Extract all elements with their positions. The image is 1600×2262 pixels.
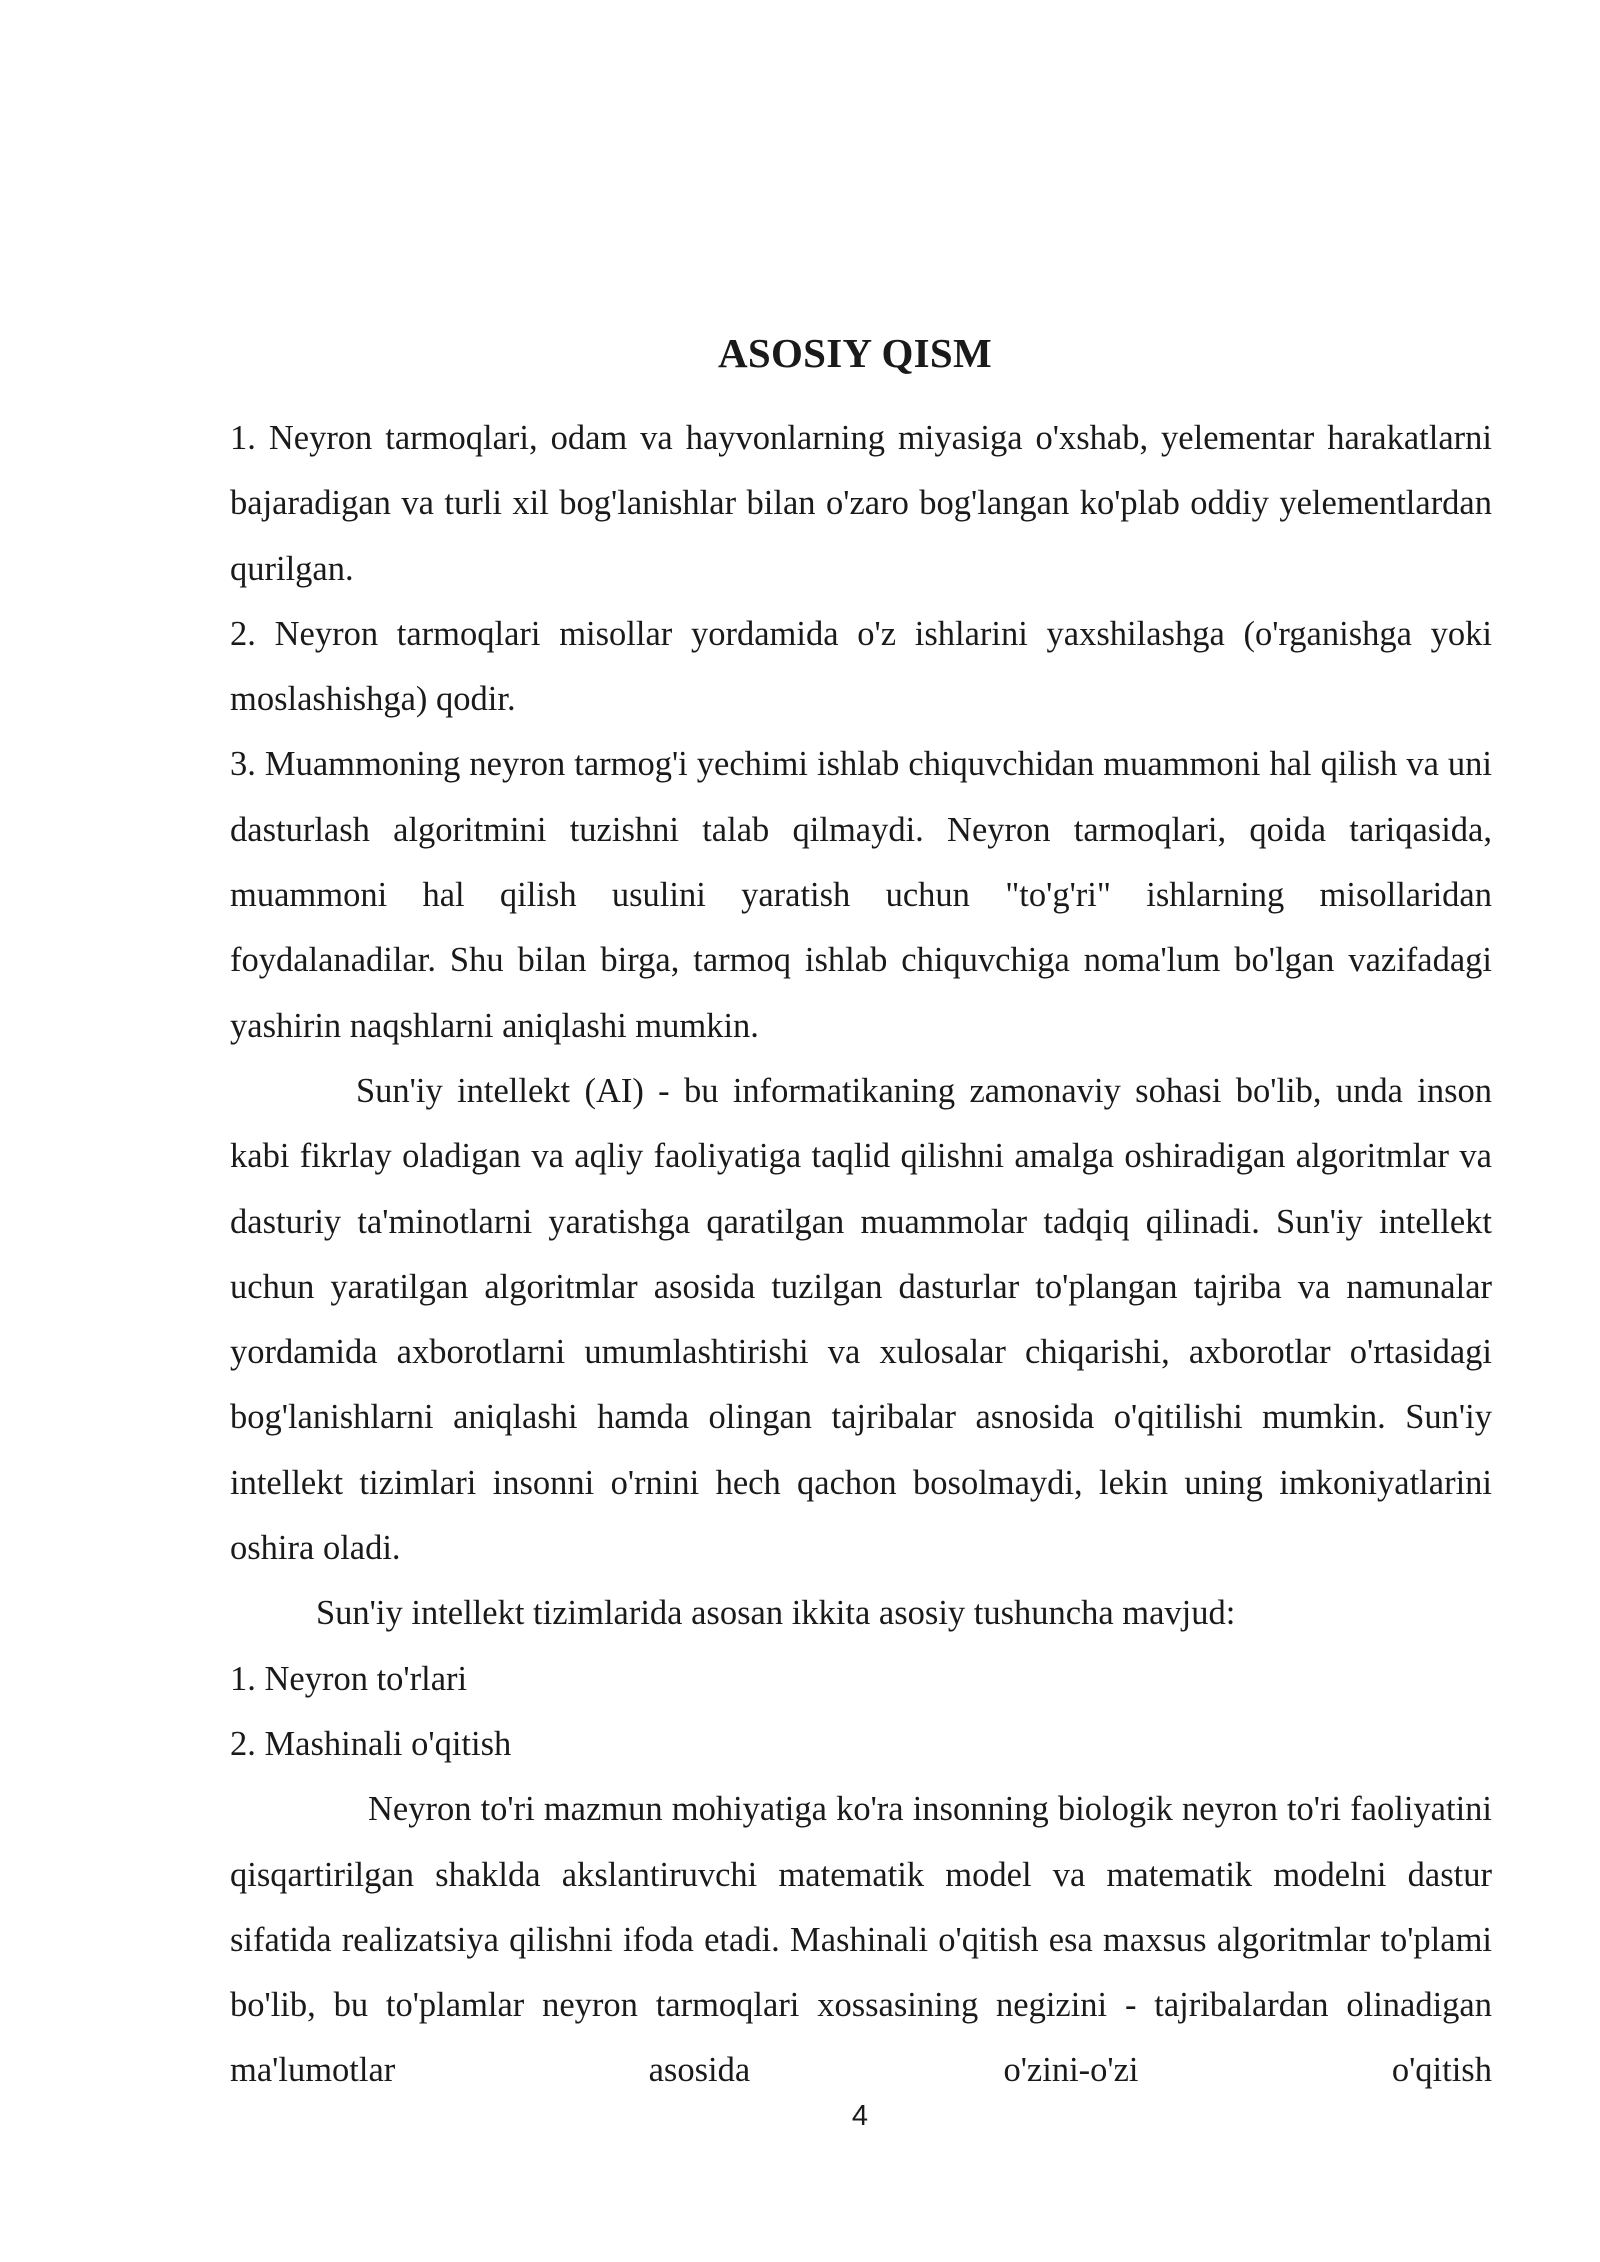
- page-number: 4: [851, 2100, 869, 2132]
- numbered-paragraph-3: 3. Muammoning neyron tarmog'i yechimi ishlab chiquvchidan muammoni hal qilish va uni dasturlash algoritmini tuzishni talab qilmaydi. Neyron tarmoqlari, qoida tariqasida, muammoni hal qilish usulini yaratish uchun "to'g'ri" ishlarning misollaridan foydalanadilar. Shu bilan birga, tarmoq ishlab chiquvchiga noma'lum bo'lgan vazifadagi yashirin naqshlarni aniqlashi mumkin.: [230, 745, 1492, 1045]
- paragraph-concepts-intro: Sun'iy intellekt tizimlarida asosan ikkita asosiy tushuncha mavjud:: [316, 1594, 1236, 1633]
- list-item-neural-nets: 1. Neyron to'rlari: [230, 1659, 468, 1698]
- numbered-paragraph-2: 2. Neyron tarmoqlari misollar yordamida o'z ishlarini yaxshilashga (o'rganishga yoki moslashishga) qodir.: [230, 614, 1492, 719]
- numbered-paragraph-1: 1. Neyron tarmoqlari, odam va hayvonlarning miyasiga o'xshab, yelementar harakatlarni bajaradigan va turli xil bog'lanishlar bilan o'zaro bog'langan ko'plab oddiy yelementlardan qurilgan.: [230, 419, 1492, 588]
- section-heading: ASOSIY QISM: [717, 330, 993, 376]
- paragraph-neural-net-definition: Neyron to'ri mazmun mohiyatiga ko'ra insonning biologik neyron to'ri faoliyatini qisqartirilgan shaklda akslantiruvchi matematik model va matematik modelni dastur sifatida realizatsiya qilishni ifoda etadi. Mashinali o'qitish esa maxsus algoritmlar to'plami bo'lib, bu to'plamlar neyron tarmoqlari xossasining negizini - tajribalardan olinadigan ma'lumotlar asosida o'zini-o'zi o'qitish: [230, 1790, 1492, 2090]
- list-item-machine-learning: 2. Mashinali o'qitish: [230, 1724, 512, 1763]
- paragraph-ai-definition: Sun'iy intellekt (AI) - bu informatikaning zamonaviy sohasi bo'lib, unda inson kabi fikrlay oladigan va aqliy faoliyatiga taqlid qilishni amalga oshiradigan algoritmlar va dasturiy ta'minotlarni yaratishga qaratilgan muammolar tadqiq qilinadi. Sun'iy intellekt uchun yaratilgan algoritmlar asosida tuzilgan dasturlar to'plangan tajriba va namunalar yordamida axborotlarni umumlashtirishi va xulosalar chiqarishi, axborotlar o'rtasidagi bog'lanishlarni aniqlashi hamda olingan tajribalar asnosida o'qitilishi mumkin. Sun'iy intellekt tizimlari insonni o'rnini hech qachon bosolmaydi, lekin uning imkoniyatlarini oshira oladi.: [230, 1071, 1492, 1568]
- body-text: [230, 406, 1492, 2104]
